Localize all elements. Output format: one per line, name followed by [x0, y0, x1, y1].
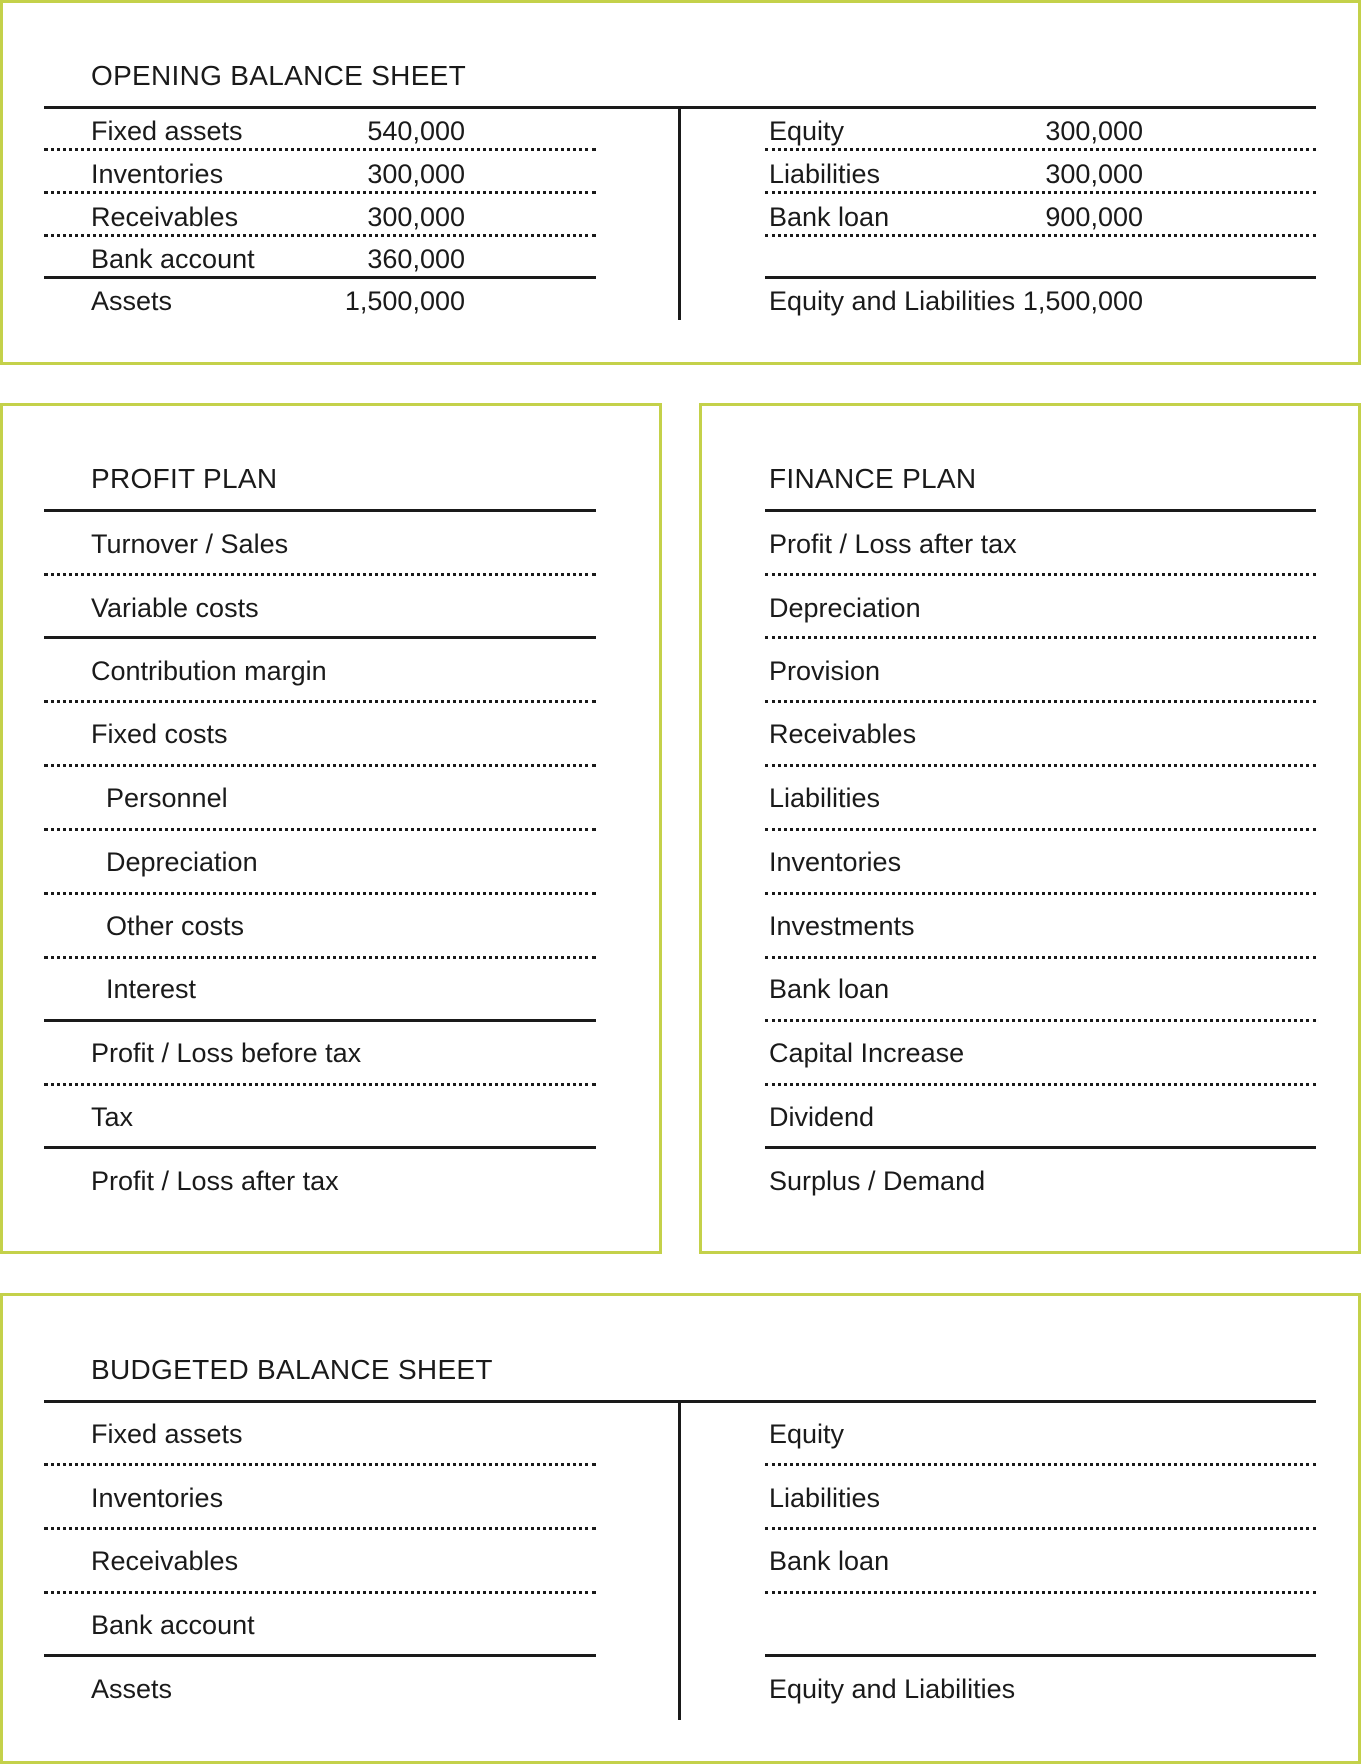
row-divider	[44, 828, 596, 831]
row-divider	[44, 1083, 596, 1086]
opening-left-value: 540,000	[367, 116, 465, 146]
row-divider	[44, 700, 596, 703]
profit-plan-item: Turnover / Sales	[91, 529, 289, 559]
row-divider	[44, 892, 596, 895]
row-divider	[765, 1463, 1316, 1466]
row-divider	[44, 1463, 596, 1466]
row-divider	[44, 1146, 596, 1149]
opening-left-label: Bank account	[91, 244, 255, 274]
row-divider	[765, 828, 1316, 831]
profit-plan-item: Fixed costs	[91, 719, 228, 749]
opening-right-label: Liabilities	[769, 159, 881, 189]
budgeted-right-total-rule	[765, 1654, 1316, 1657]
budgeted-right-label: Liabilities	[769, 1483, 881, 1513]
row-divider	[765, 1083, 1316, 1086]
row-divider	[44, 191, 596, 194]
finance-plan-item: Depreciation	[769, 593, 921, 623]
finance-plan-item: Inventories	[769, 847, 902, 877]
finance-plan-top-rule	[765, 509, 1316, 512]
finance-plan-item: Profit / Loss after tax	[769, 529, 1017, 559]
opening-left-value: 360,000	[367, 244, 465, 274]
row-divider	[44, 764, 596, 767]
profit-plan-item: Contribution margin	[91, 656, 327, 686]
finance-plan-item: Receivables	[769, 719, 917, 749]
row-divider	[765, 700, 1316, 703]
opening-balance-sheet-title: OPENING BALANCE SHEET	[91, 60, 467, 91]
row-divider	[765, 1146, 1316, 1149]
profit-plan-item: Interest	[106, 974, 197, 1004]
finance-plan-item: Liabilities	[769, 783, 881, 813]
opening-right-label: Equity	[769, 116, 845, 146]
opening-right-value: 300,000	[1045, 116, 1143, 146]
row-divider	[44, 1591, 596, 1594]
budgeted-balance-sheet-title: BUDGETED BALANCE SHEET	[91, 1354, 493, 1385]
row-divider	[765, 764, 1316, 767]
budgeted-assets-total-label: Assets	[91, 1674, 173, 1704]
profit-plan-item: Profit / Loss after tax	[91, 1166, 339, 1196]
row-divider	[765, 1591, 1316, 1594]
row-divider	[44, 636, 596, 639]
row-divider	[44, 1019, 596, 1022]
opening-right-label: Bank loan	[769, 202, 890, 232]
opening-left-label: Receivables	[91, 202, 239, 232]
profit-plan-title: PROFIT PLAN	[91, 463, 278, 494]
budgeted-divider	[678, 1400, 681, 1720]
profit-plan-item: Profit / Loss before tax	[91, 1038, 362, 1068]
opening-equity-liabilities-total-label: Equity and Liabilities	[769, 286, 1016, 316]
budgeted-left-total-rule	[44, 1654, 596, 1657]
row-divider	[765, 1527, 1316, 1530]
budgeted-left-label: Receivables	[91, 1546, 239, 1576]
budgeted-right-label: Bank loan	[769, 1546, 890, 1576]
opening-equity-liabilities-total-value: 1,500,000	[1022, 286, 1143, 316]
finance-plan-item: Dividend	[769, 1102, 875, 1132]
budgeted-left-label: Bank account	[91, 1610, 255, 1640]
finance-plan-item: Capital Increase	[769, 1038, 965, 1068]
row-divider	[44, 1527, 596, 1530]
row-divider	[765, 1019, 1316, 1022]
opening-left-value: 300,000	[367, 202, 465, 232]
budgeted-left-label: Inventories	[91, 1483, 224, 1513]
opening-assets-total-value: 1,500,000	[344, 286, 465, 316]
finance-plan-title: FINANCE PLAN	[769, 463, 977, 494]
opening-assets-total-label: Assets	[91, 286, 173, 316]
finance-plan-item: Surplus / Demand	[769, 1166, 986, 1196]
row-divider	[44, 573, 596, 576]
profit-plan-item: Variable costs	[91, 593, 259, 623]
opening-right-value: 300,000	[1045, 159, 1143, 189]
opening-right-value: 900,000	[1045, 202, 1143, 232]
row-divider	[765, 956, 1316, 959]
row-divider	[765, 191, 1316, 194]
budgeted-right-label: Equity	[769, 1419, 845, 1449]
profit-plan-top-rule	[44, 509, 596, 512]
row-divider	[765, 892, 1316, 895]
profit-plan-item: Tax	[91, 1102, 134, 1132]
row-divider	[44, 148, 596, 151]
row-divider	[44, 234, 596, 237]
opening-left-total-rule	[44, 276, 596, 279]
row-divider	[765, 234, 1316, 237]
opening-divider	[678, 106, 681, 320]
finance-plan-item: Bank loan	[769, 974, 890, 1004]
finance-plan-item: Provision	[769, 656, 881, 686]
finance-plan-item: Investments	[769, 911, 915, 941]
row-divider	[765, 636, 1316, 639]
budgeted-equity-liabilities-total-label: Equity and Liabilities	[769, 1674, 1016, 1704]
row-divider	[44, 956, 596, 959]
opening-left-label: Inventories	[91, 159, 224, 189]
opening-left-value: 300,000	[367, 159, 465, 189]
row-divider	[765, 148, 1316, 151]
profit-plan-item: Depreciation	[106, 847, 258, 877]
profit-plan-item: Personnel	[106, 783, 228, 813]
profit-plan-item: Other costs	[106, 911, 245, 941]
opening-left-label: Fixed assets	[91, 116, 243, 146]
row-divider	[765, 573, 1316, 576]
budgeted-left-label: Fixed assets	[91, 1419, 243, 1449]
opening-right-total-rule	[765, 276, 1316, 279]
